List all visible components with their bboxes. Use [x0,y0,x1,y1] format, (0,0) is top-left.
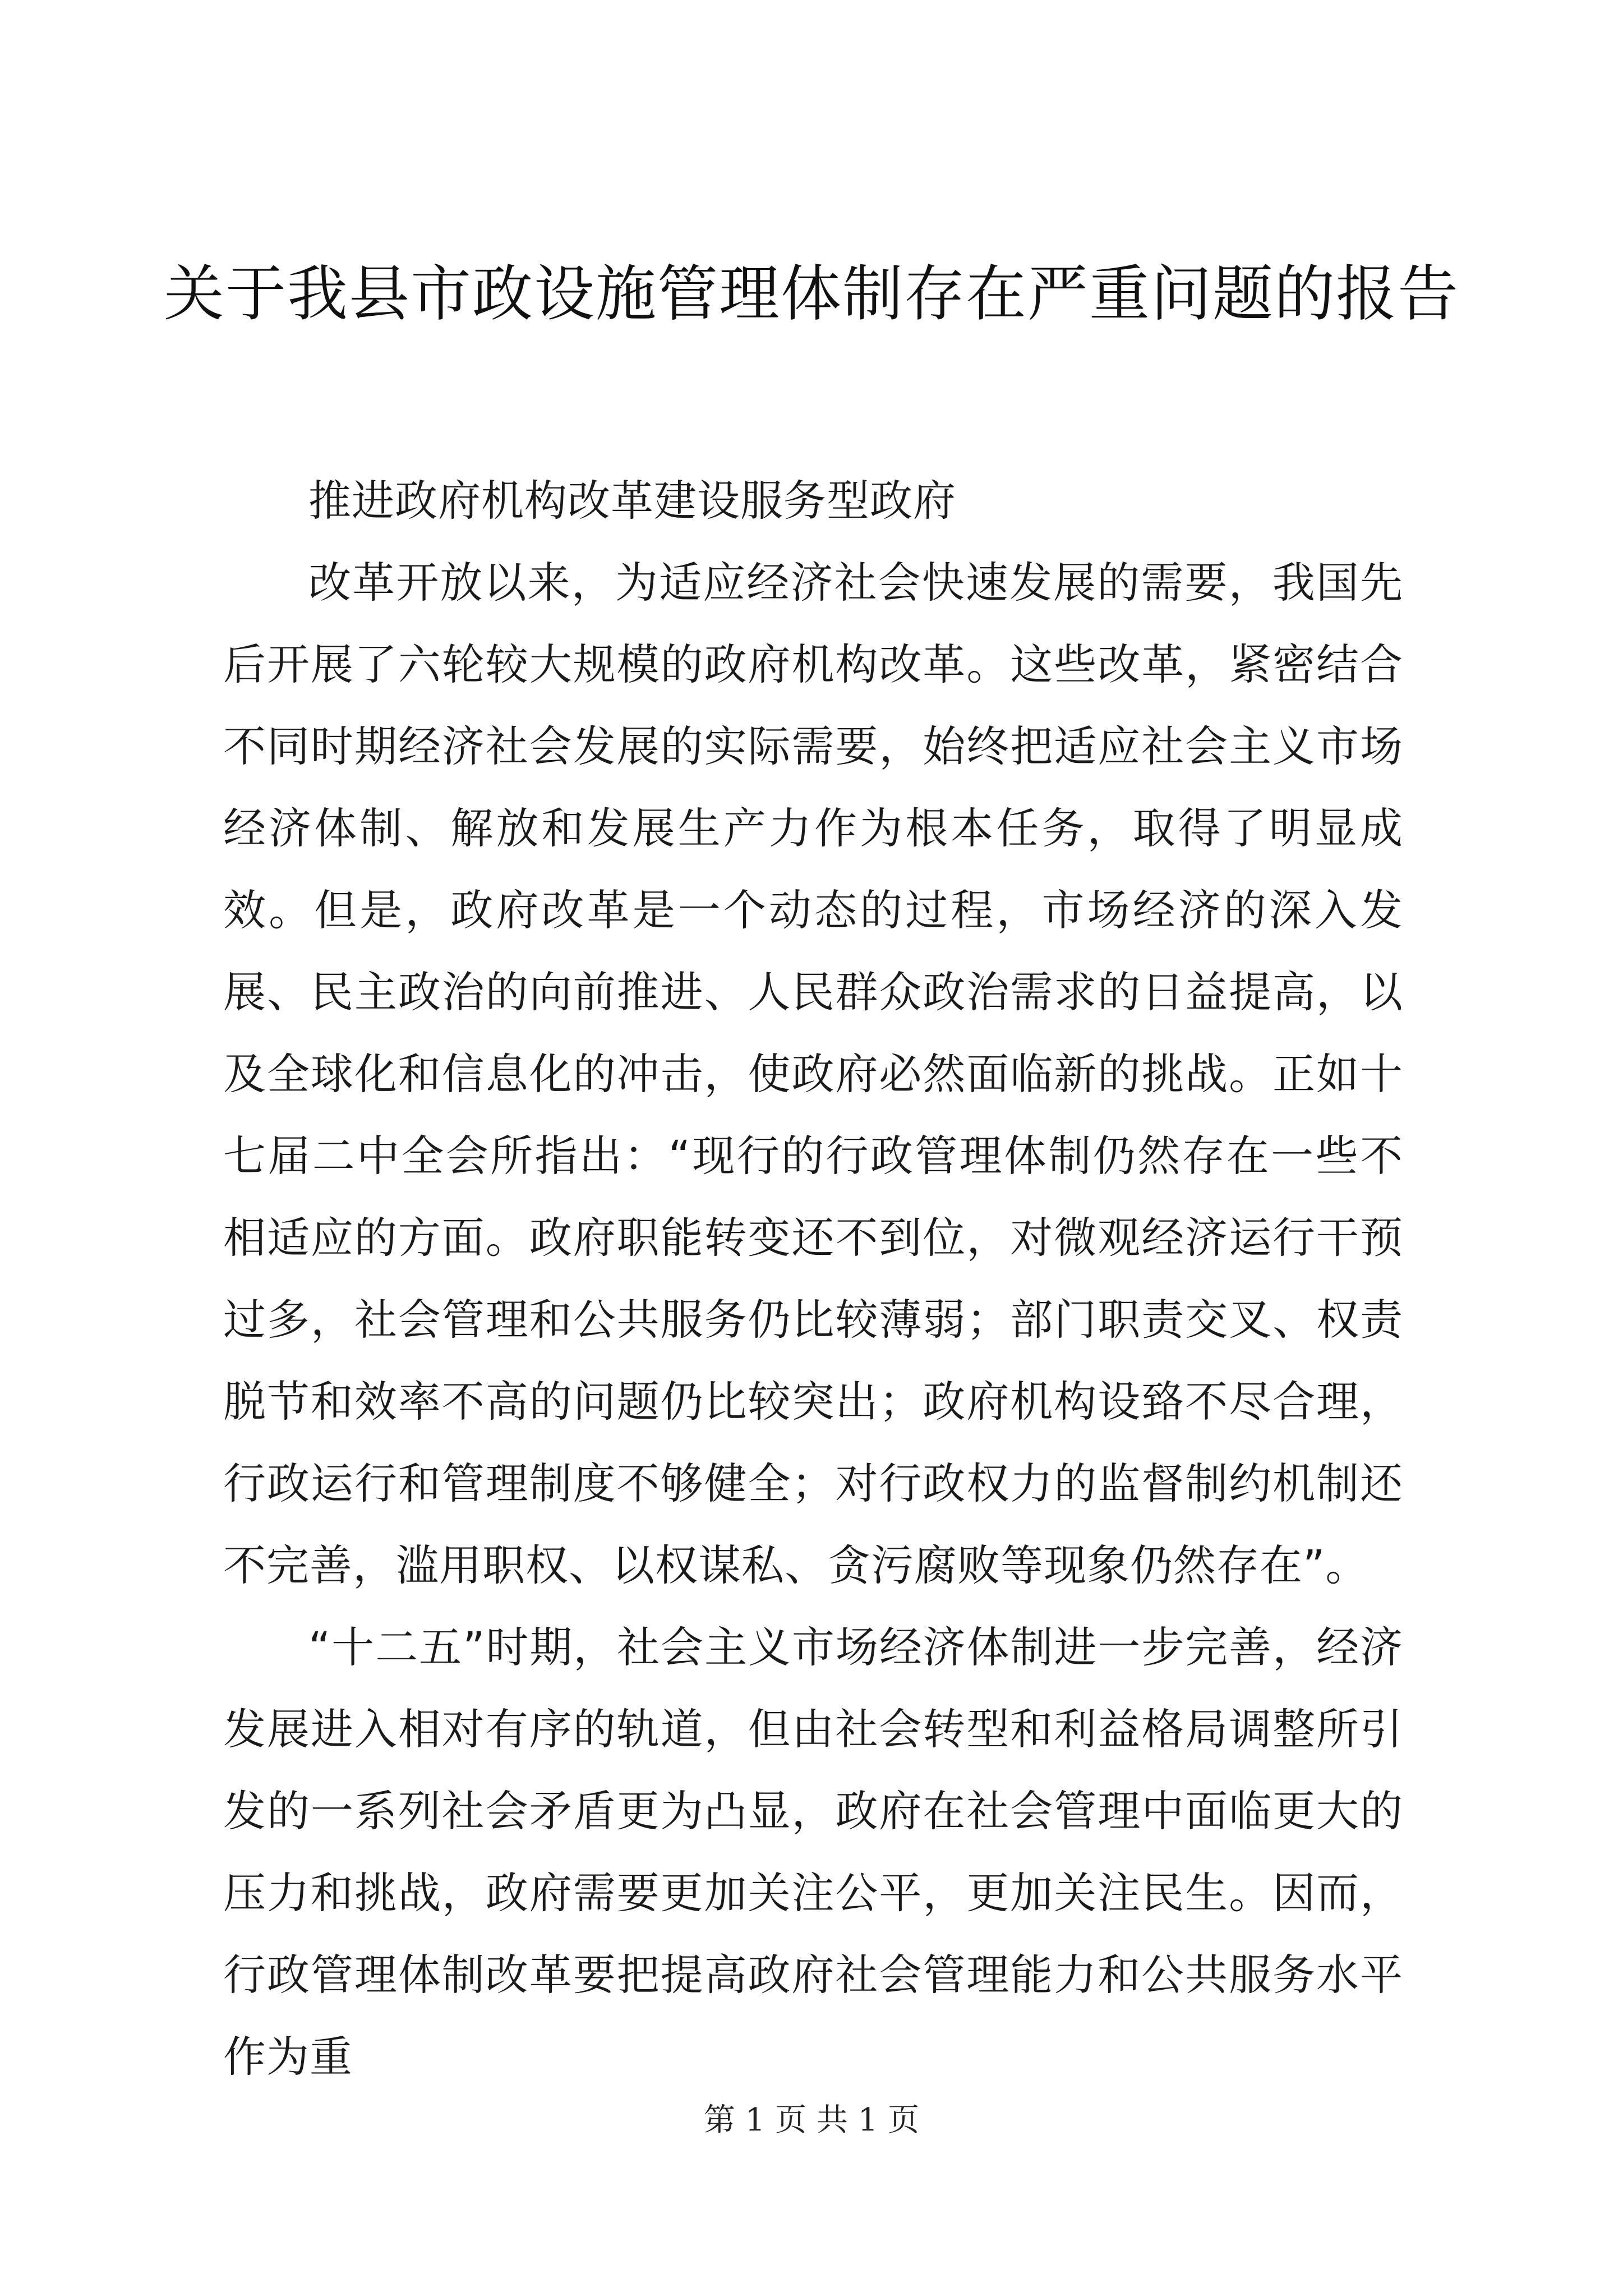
body-paragraph-1: 改革开放以来，为适应经济社会快速发展的需要，我国先后开展了六轮较大规模的政府机构改革。这些改革，紧密结合不同时期经济社会发展的实际需要，始终把适应社会主义市场经济体制、解放和发展生产力作为根本任务，取得了明显成效。但是，政府改革是一个动态的过程，市场经济的深入发展、民主政治的向前推进、人民群众政治需求的日益提高，以及全球化和信息化的冲击，使政府必然面临新的挑战。正如十七届二中全会所指出：“现行的行政管理体制仍然存在一些不相适应的方面。政府职能转变还不到位，对微观经济运行干预过多，社会管理和公共服务仍比较薄弱；部门职责交叉、权责脱节和效率不高的问题仍比较突出；政府机构设臵不尽合理，行政运行和管理制度不够健全；对行政权力的监督制约机制还不完善，滥用职权、以权谋私、贪污腐败等现象仍然存在”。 [223,558,1403,1590]
document-title: 关于我县市政设施管理体制存在严重问题的报告 [163,259,1459,329]
page-footer: 第 1 页 共 1 页 [703,2102,920,2138]
subtitle-paragraph: 推进政府机构改革建设服务型政府 [308,476,956,526]
document-body [223,460,1403,2098]
body-paragraph-2: “十二五”时期，社会主义市场经济体制进一步完善，经济发展进入相对有序的轨道，但由社会转型和利益格局调整所引发的一系列社会矛盾更为凸显，政府在社会管理中面临更大的压力和挑战，政府需要更加关注公平，更加关注民生。因而，行政管理体制改革要把提高政府社会管理能力和公共服务水平作为重 [223,1622,1403,2082]
